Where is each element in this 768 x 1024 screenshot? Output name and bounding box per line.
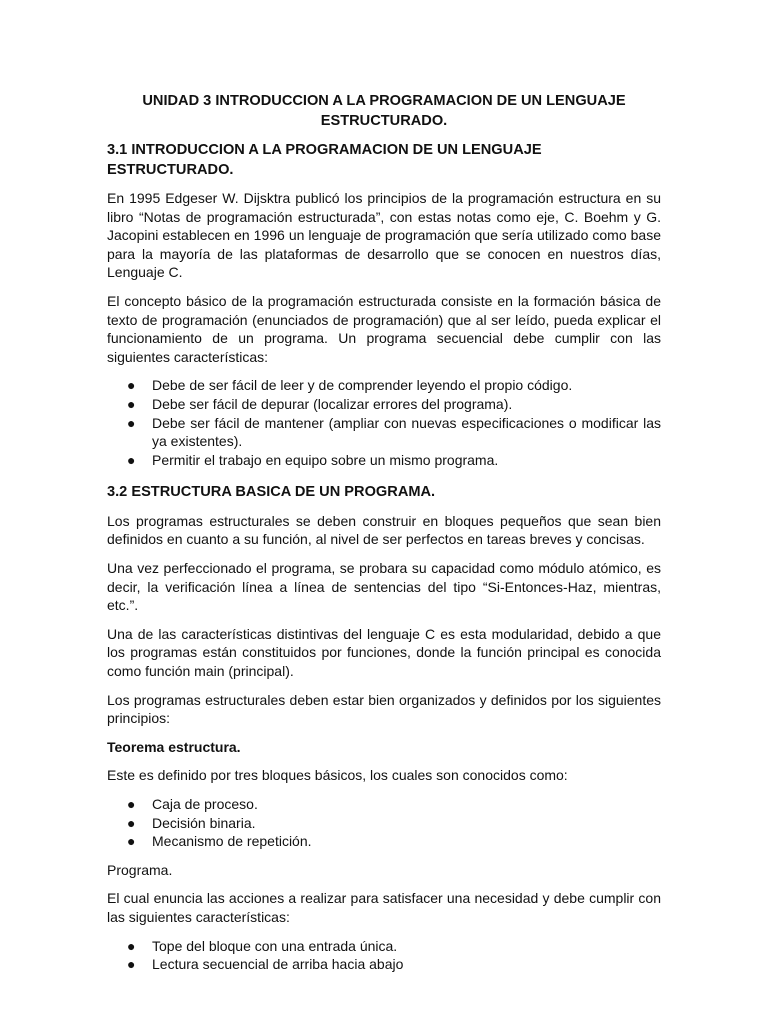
list-item-text: Lectura secuencial de arriba hacia abajo bbox=[152, 956, 404, 973]
bullet-icon: ● bbox=[127, 451, 136, 468]
list-item bbox=[107, 832, 661, 851]
paragraph: El concepto básico de la programación estructurada consiste en la formación básica de texto de programación (enunciados de programación) que al ser leído, pueda explicar el funcionamiento de un programa. Un programa secuencial debe cumplir con las siguientes características: bbox=[107, 292, 661, 365]
list-item bbox=[107, 955, 661, 974]
bullet-list-bloques bbox=[107, 795, 661, 851]
list-item-text: Debe ser fácil de depurar (localizar errores del programa). bbox=[152, 395, 513, 412]
bullet-icon: ● bbox=[127, 814, 136, 831]
list-item bbox=[107, 814, 661, 833]
list-item-text: Tope del bloque con una entrada única. bbox=[152, 937, 398, 954]
paragraph: Este es definido por tres bloques básicos, los cuales son conocidos como: bbox=[107, 767, 568, 784]
paragraph: Los programas estructurales deben estar bien organizados y definidos por los siguientes principios: bbox=[107, 691, 661, 727]
document-title: UNIDAD 3 INTRODUCCION A LA PROGRAMACION DE UN LENGUAJE ESTRUCTURADO. bbox=[142, 93, 626, 129]
list-item-text: Permitir el trabajo en equipo sobre un mismo programa. bbox=[152, 451, 499, 468]
paragraph: Los programas estructurales se deben construir en bloques pequeños que sean bien definidos en cuanto a su función, al nivel de ser perfectos en tareas breves y concisas. bbox=[107, 512, 661, 548]
bullet-icon: ● bbox=[127, 395, 136, 412]
list-item bbox=[107, 937, 661, 956]
bullet-icon: ● bbox=[127, 937, 136, 954]
bullet-icon: ● bbox=[127, 414, 136, 431]
section-heading-3-1: 3.1 INTRODUCCION A LA PROGRAMACION DE UN LENGUAJE ESTRUCTURADO. bbox=[107, 142, 542, 178]
document-page bbox=[107, 92, 661, 984]
paragraph: El cual enuncia las acciones a realizar para satisfacer una necesidad y debe cumplir con las siguientes características: bbox=[107, 890, 661, 925]
list-item-text: Mecanismo de repetición. bbox=[152, 833, 312, 850]
bullet-icon: ● bbox=[127, 833, 136, 850]
paragraph: Una vez perfeccionado el programa, se probara su capacidad como módulo atómico, es decir, la verificación línea a línea de sentencias del tipo “Si-Entonces-Haz, mientras, etc.”. bbox=[107, 560, 661, 614]
list-item-text: Debe ser fácil de mantener (ampliar con nuevas especificaciones o modificar las ya existentes). bbox=[152, 414, 661, 450]
paragraph: Una de las características distintivas del lenguaje C es esta modularidad, debido a que los programas están constituidos por funciones, donde la función principal es conocida como función main (principal). bbox=[107, 625, 661, 679]
section-heading-3-2: 3.2 ESTRUCTURA BASICA DE UN PROGRAMA. bbox=[107, 484, 436, 501]
list-item-text: Caja de proceso. bbox=[152, 795, 258, 812]
bullet-list-caracteristicas bbox=[107, 376, 661, 469]
subheading-teorema: Teorema estructura. bbox=[107, 738, 241, 755]
paragraph: En 1995 Edgeser W. Dijsktra publicó los principios de la programación estructura en su libro “Notas de programación estructurada”, con estas notas como eje, C. Boehm y G. Jacopini establecen en 1996 un lenguaje de programación que sería utilizado como base para la mayoría de las plataformas de desarrollo que se conocen en nuestros días, Lenguaje C. bbox=[107, 190, 661, 281]
list-item bbox=[107, 376, 661, 395]
bullet-icon: ● bbox=[127, 377, 136, 394]
list-item bbox=[107, 795, 661, 814]
bullet-icon: ● bbox=[127, 795, 136, 812]
list-item bbox=[107, 395, 661, 414]
list-item bbox=[107, 414, 661, 451]
bullet-list-programa bbox=[107, 937, 661, 974]
list-item-text: Debe de ser fácil de leer y de comprender leyendo el propio código. bbox=[152, 377, 573, 394]
bullet-icon: ● bbox=[127, 956, 136, 973]
programa-label: Programa. bbox=[107, 861, 173, 878]
list-item bbox=[107, 451, 661, 470]
list-item-text: Decisión binaria. bbox=[152, 814, 256, 831]
